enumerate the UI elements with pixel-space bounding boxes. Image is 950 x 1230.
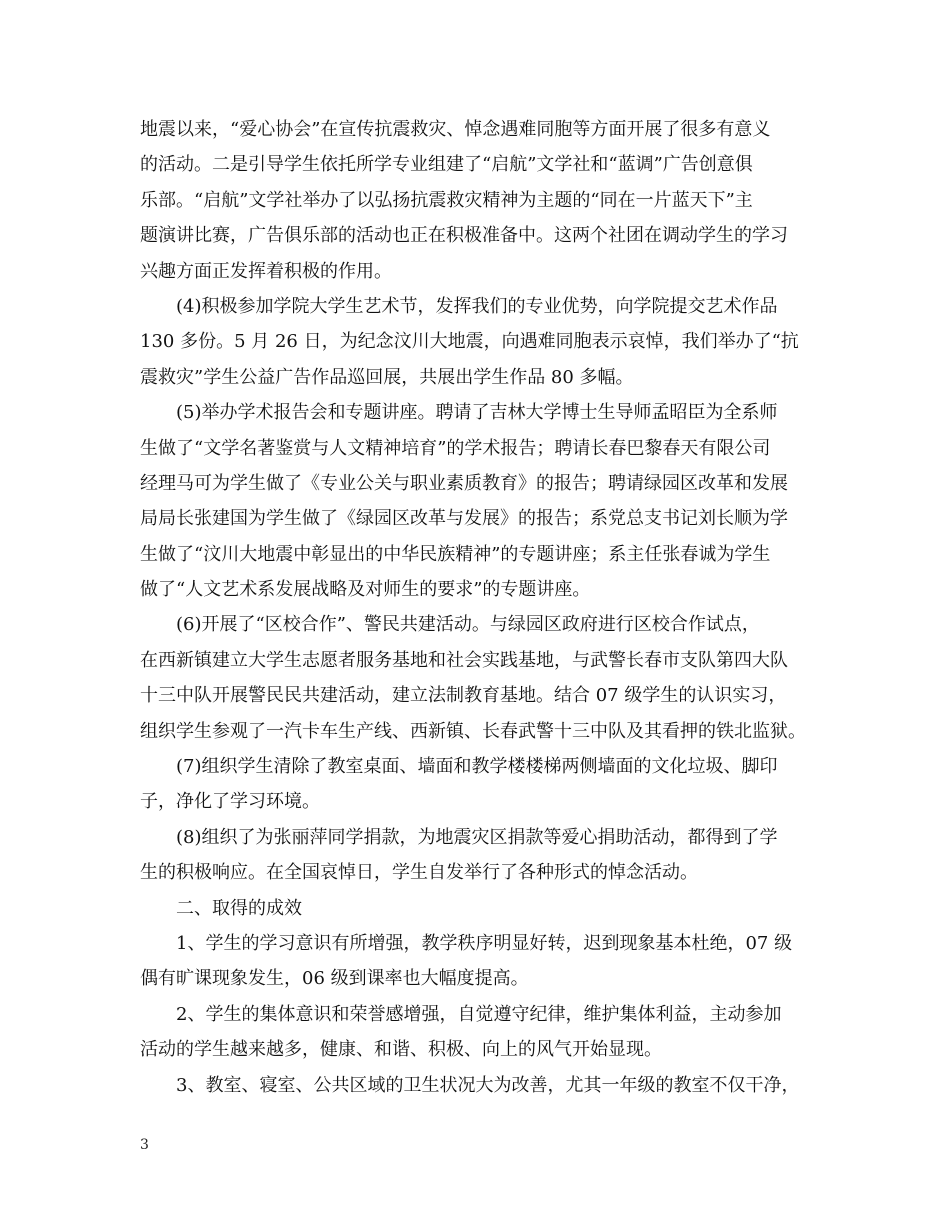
text-line: 2、学生的集体意识和荣誉感增强，自觉遵守纪律，维护集体利益，主动参加 (176, 1003, 782, 1025)
text-line: (6)开展了“区校合作”、警民共建活动。与绿园区政府进行区校合作试点， (176, 614, 760, 636)
text-line: 偶有旷课现象发生，06 级到课率也大幅度提高。 (140, 968, 529, 990)
text-line: 地震以来，“爱心协会”在宣传抗震救灾、悼念遇难同胞等方面开展了很多有意义 (140, 119, 771, 140)
text-line: (8)组织了为张丽萍同学捐款，为地震灾区捐款等爱心捐助活动，都得到了学 (176, 826, 778, 848)
text-line: 子，净化了学习环境。 (140, 791, 320, 813)
text-line: 生做了“汶川大地震中彰显出的中华民族精神”的专题讲座；系主任张春诚为学生 (140, 543, 771, 565)
text-line: 组织学生参观了一汽卡车生产线、西新镇、长春武警十三中队及其看押的铁北监狱。 (140, 720, 806, 742)
text-line: 的活动。二是引导学生依托所学专业组建了“启航”文学社和“蓝调”广告创意俱 (140, 154, 753, 176)
text-line: 活动的学生越来越多，健康、和谐、积极、向上的风气开始显现。 (140, 1039, 662, 1061)
text-line: 做了“人文艺术系发展战略及对师生的要求”的专题讲座。 (140, 579, 591, 601)
text-line: 3、教室、寝室、公共区域的卫生状况大为改善，尤其一年级的教室不仅干净， (176, 1074, 800, 1096)
text-line: 十三中队开展警民民共建活动，建立法制教育基地。结合 07 级学生的认识实习， (140, 685, 787, 707)
text-line: 生做了“文学名著鉴赏与人文精神培育”的学术报告；聘请长春巴黎春天有限公司 (140, 437, 771, 459)
text-line: 二、取得的成效 (176, 897, 302, 919)
text-line: (4)积极参加学院大学生艺术节，发挥我们的专业优势，向学院提交艺术作品 (176, 295, 778, 317)
text-line: 乐部。“启航”文学社举办了以弘扬抗震救灾精神为主题的“同在一片蓝天下”主 (140, 189, 753, 211)
text-line: 在西新镇建立大学生志愿者服务基地和社会实践基地，与武警长春市支队第四大队 (140, 649, 788, 671)
text-line: 130 多份。5 月 26 日，为纪念汶川大地震，向遇难同胞表示哀悼，我们举办了“抗 (140, 331, 799, 353)
text-line: 经理马可为学生做了《专业公关与职业素质教育》的报告；聘请绿园区改革和发展 (140, 472, 788, 494)
text-line: 题演讲比赛，广告俱乐部的活动也正在积极准备中。这两个社团在调动学生的学习 (140, 225, 788, 247)
text-line: (7)组织学生清除了教室桌面、墙面和教学楼楼梯两侧墙面的文化垃圾、脚印 (176, 756, 778, 778)
text-line: (5)举办学术报告会和专题讲座。聘请了吉林大学博士生导师孟昭臣为全系师 (176, 402, 778, 424)
text-line: 生的积极响应。在全国哀悼日，学生自发举行了各种形式的悼念活动。 (140, 862, 698, 884)
body-text (140, 112, 825, 1103)
text-line: 震救灾”学生公益广告作品巡回展，共展出学生作品 80 多幅。 (140, 366, 634, 388)
text-line: 1、学生的学习意识有所增强，教学秩序明显好转，迟到现象基本杜绝，07 级 (176, 932, 793, 954)
text-line: 局局长张建国为学生做了《绿园区改革与发展》的报告；系党总支书记刘长顺为学 (140, 508, 788, 530)
text-line: 兴趣方面正发挥着积极的作用。 (140, 260, 392, 282)
page-number: 3 (140, 1137, 149, 1153)
